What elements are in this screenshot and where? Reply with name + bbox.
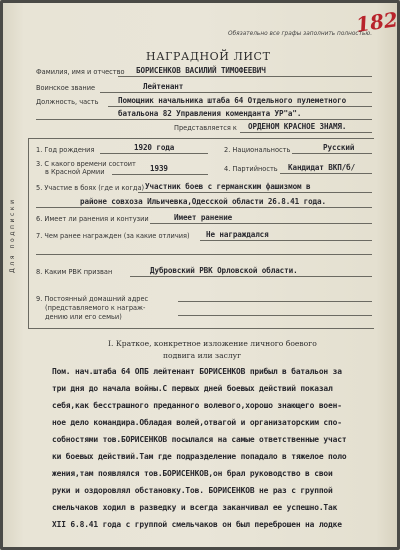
address-underline-1 [178,301,372,302]
name-underline [118,76,372,77]
narrative-line: себя,как бесстрашного преданного волевого,хорошо знающего воен- [52,401,342,410]
service-value: 1939 [150,164,168,173]
rvk-underline [130,276,372,277]
stamp-note: Обязательно все графы заполнить полностью. [228,31,373,37]
service-label-line1: 3. С какого времени состоит [36,160,136,168]
narrative-line: жения,там появлялся тов.БОРИСЕНКОВ,он брал руководство в свои [52,469,333,478]
presented-label: Представляется к [174,124,237,132]
side-caption: Для подписки [9,197,16,273]
narrative-line: XII 6.8.41 года с группой смельчаков он был переброшен на лодке [52,520,342,529]
awards-value: Не награждался [206,230,269,239]
address-label-line3: дению или его семьи) [45,313,122,321]
party-underline [280,173,372,174]
awards-label: 7. Чем ранее награжден (за какие отличия) [36,232,190,240]
section-heading-line1: I. Краткое, конкретное изложение личного боевого [108,339,317,348]
section-heading-line2: подвига или заслуг [163,351,242,360]
presented-underline [240,132,372,133]
narrative-line: смельчаков ходил в разведку и всегда заканчивал ее успешно.Так [52,503,338,512]
form-left-rule [28,138,29,328]
service-underline [112,174,208,175]
birth-value: 1920 года [134,143,175,152]
battles-value-line2: районе совхоза Ильичевка,Одесской области 26.8.41 года. [80,197,326,206]
narrative-line: собностями тов.БОРИСЕНКОВ посылался на самые ответственные участ [52,435,347,444]
wounds-value: Имеет ранение [174,213,233,222]
position-underline-1 [108,106,372,107]
position-label: Должность, часть [36,98,99,106]
position-underline-2 [36,119,372,120]
form-top-rule [28,138,374,139]
presented-value: ОРДЕНОМ КРАСНОЕ ЗНАМЯ. [248,122,347,131]
name-label: Фамилия, имя и отчество [36,68,125,76]
narrative-line: три дня до начала войны.С первых дней боевых действий показал [52,384,333,393]
battles-value-line1: Участник боев с германским фашизмом в [145,182,311,191]
awards-underline-2 [36,254,372,255]
battles-label: 5. Участие в боях (где и когда) [36,184,145,192]
wounds-underline [150,223,372,224]
birth-underline [100,153,208,154]
service-label-line2: в Красной Армии [45,168,105,176]
party-label: 4. Партийность [224,165,278,173]
nationality-underline [292,153,372,154]
rvk-label: 8. Каким РВК призван [36,268,113,276]
page-title: НАГРАДНОЙ ЛИСТ [146,50,271,63]
awards-underline [200,240,372,241]
battles-underline-2 [36,207,372,208]
handwritten-number: 182 [354,7,400,37]
nationality-label: 2. Национальность [224,146,291,154]
battles-underline-1 [138,192,372,193]
address-label-line2: (представляемого к награж- [45,304,146,312]
rank-label: Воинское звание [36,84,96,92]
nationality-value: Русский [323,143,355,152]
rank-value: Лейтенант [143,82,184,91]
narrative-line: руки и оздоровлял обстановку.Тов. БОРИСЕНКОВ не раз с группой [52,486,333,495]
address-underline-2 [178,315,372,316]
address-label-line1: 9. Постоянный домашний адрес [36,295,149,303]
narrative-line: Пом. нач.штаба 64 ОПБ лейтенант БОРИСЕНКОВ прибыл в батальон за [52,367,342,376]
position-value-line1: Помощник начальника штаба 64 Отдельного пулеметного [118,96,347,105]
rank-underline [100,92,372,93]
narrative-line: ное дело командира.Обладая волей,отвагой и организаторским спо- [52,418,342,427]
wounds-label: 6. Имеет ли ранения и контузии [36,215,149,223]
narrative-line: ки боевых действий.Там где подразделение попадало в тяжелое поло [52,452,347,461]
birth-label: 1. Год рождения [36,146,95,154]
position-value-line2: батальона 82 Управления коменданта УР"а". [118,109,302,118]
form-bottom-rule [28,328,374,329]
name-value: БОРИСЕНКОВ ВАСИЛИЙ ТИМОФЕЕВИЧ [136,66,266,75]
party-value: Кандидат ВКП/б/ [288,163,356,172]
rvk-value: Дубровский РВК Орловской области. [150,266,298,275]
